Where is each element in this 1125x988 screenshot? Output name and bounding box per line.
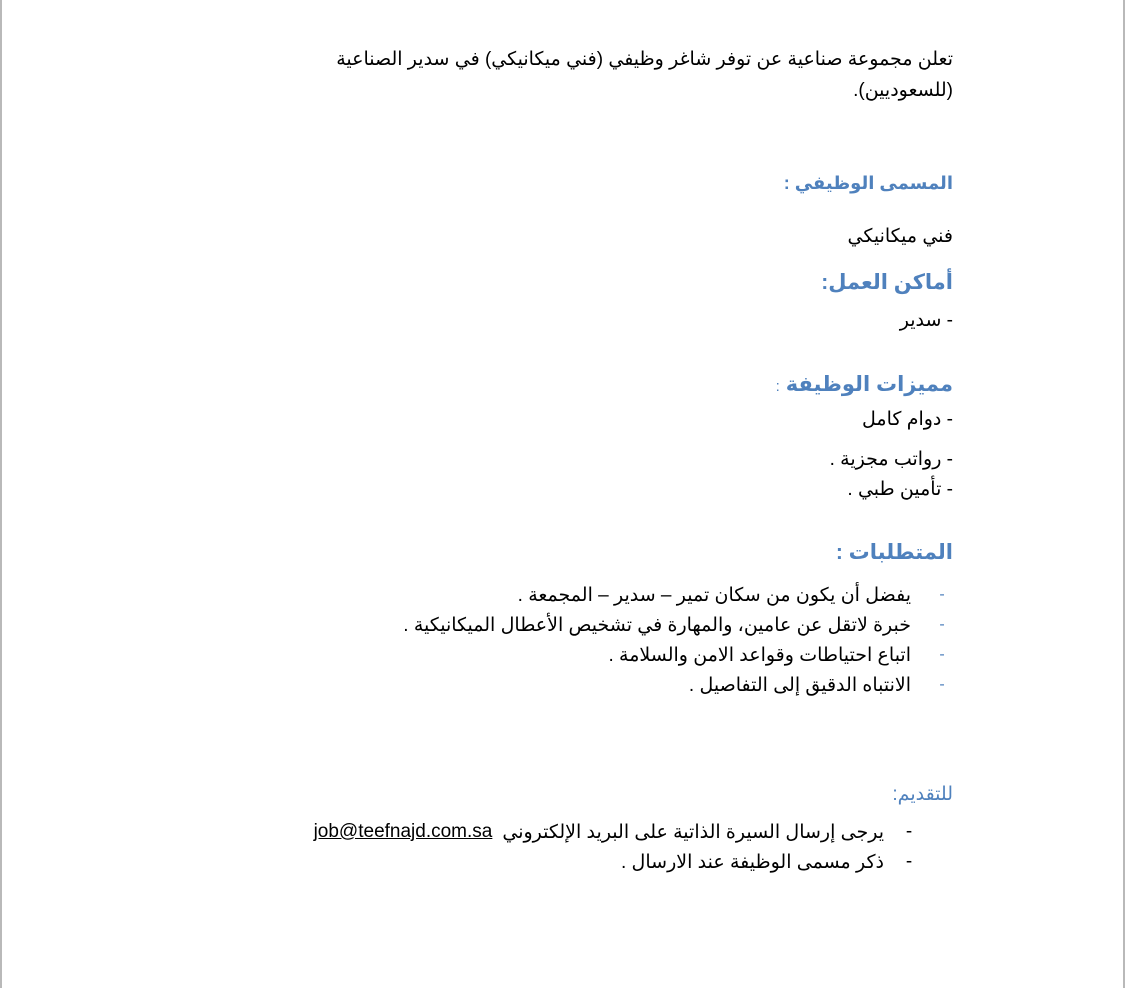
bullet-dash: - bbox=[905, 851, 913, 872]
apply-item bbox=[314, 847, 920, 877]
job-title-value: فني ميكانيكي bbox=[847, 226, 953, 247]
requirement-item bbox=[403, 610, 953, 640]
apply-heading: للتقديم: bbox=[892, 784, 953, 805]
bullet-dash: - bbox=[939, 646, 945, 663]
bullet-dash: - bbox=[939, 616, 945, 633]
requirement-item bbox=[403, 640, 953, 670]
requirement-item bbox=[403, 580, 953, 610]
email-link[interactable]: job@teefnajd.com.sa bbox=[313, 821, 493, 842]
apply-text: يرجى إرسال السيرة الذاتية على البريد الإلكتروني bbox=[502, 821, 884, 843]
locations-heading: أماكن العمل: bbox=[821, 271, 953, 294]
bullet-dash: - bbox=[905, 821, 913, 842]
bullet-dash: - bbox=[939, 676, 945, 693]
requirements-heading: المتطلبات : bbox=[835, 541, 953, 564]
requirement-text: اتباع احتياطات وقواعد الامن والسلامة . bbox=[608, 644, 911, 666]
requirement-text: خبرة لاتقل عن عامين، والمهارة في تشخيص الأعطال الميكانيكية . bbox=[403, 614, 911, 636]
bullet-dash: - bbox=[939, 586, 945, 603]
features-heading bbox=[776, 372, 953, 397]
requirement-text: الانتباه الدقيق إلى التفاصيل . bbox=[688, 674, 911, 696]
apply-text: ذكر مسمى الوظيفة عند الارسال . bbox=[621, 851, 884, 873]
apply-list bbox=[314, 817, 920, 877]
page-edge-left bbox=[0, 0, 2, 988]
feature-item: - دوام كامل bbox=[862, 409, 953, 430]
requirement-item bbox=[403, 670, 953, 700]
features-heading-text: مميزات الوظيفة bbox=[785, 373, 953, 396]
requirements-list bbox=[403, 580, 953, 700]
intro-paragraph: تعلن مجموعة صناعية عن توفر شاغر وظيفي (فني ميكانيكي) في سدير الصناعية (للسعوديين). bbox=[336, 49, 953, 101]
apply-item bbox=[314, 817, 920, 847]
feature-item: - رواتب مجزية . bbox=[829, 449, 953, 470]
location-item: - سدير bbox=[899, 310, 953, 331]
features-heading-colon: : bbox=[775, 378, 780, 395]
feature-item: - تأمين طبي . bbox=[847, 479, 953, 500]
job-title-heading: المسمى الوظيفي : bbox=[783, 173, 953, 193]
requirement-text: يفضل أن يكون من سكان تمير – سدير – المجمعة . bbox=[517, 584, 911, 606]
